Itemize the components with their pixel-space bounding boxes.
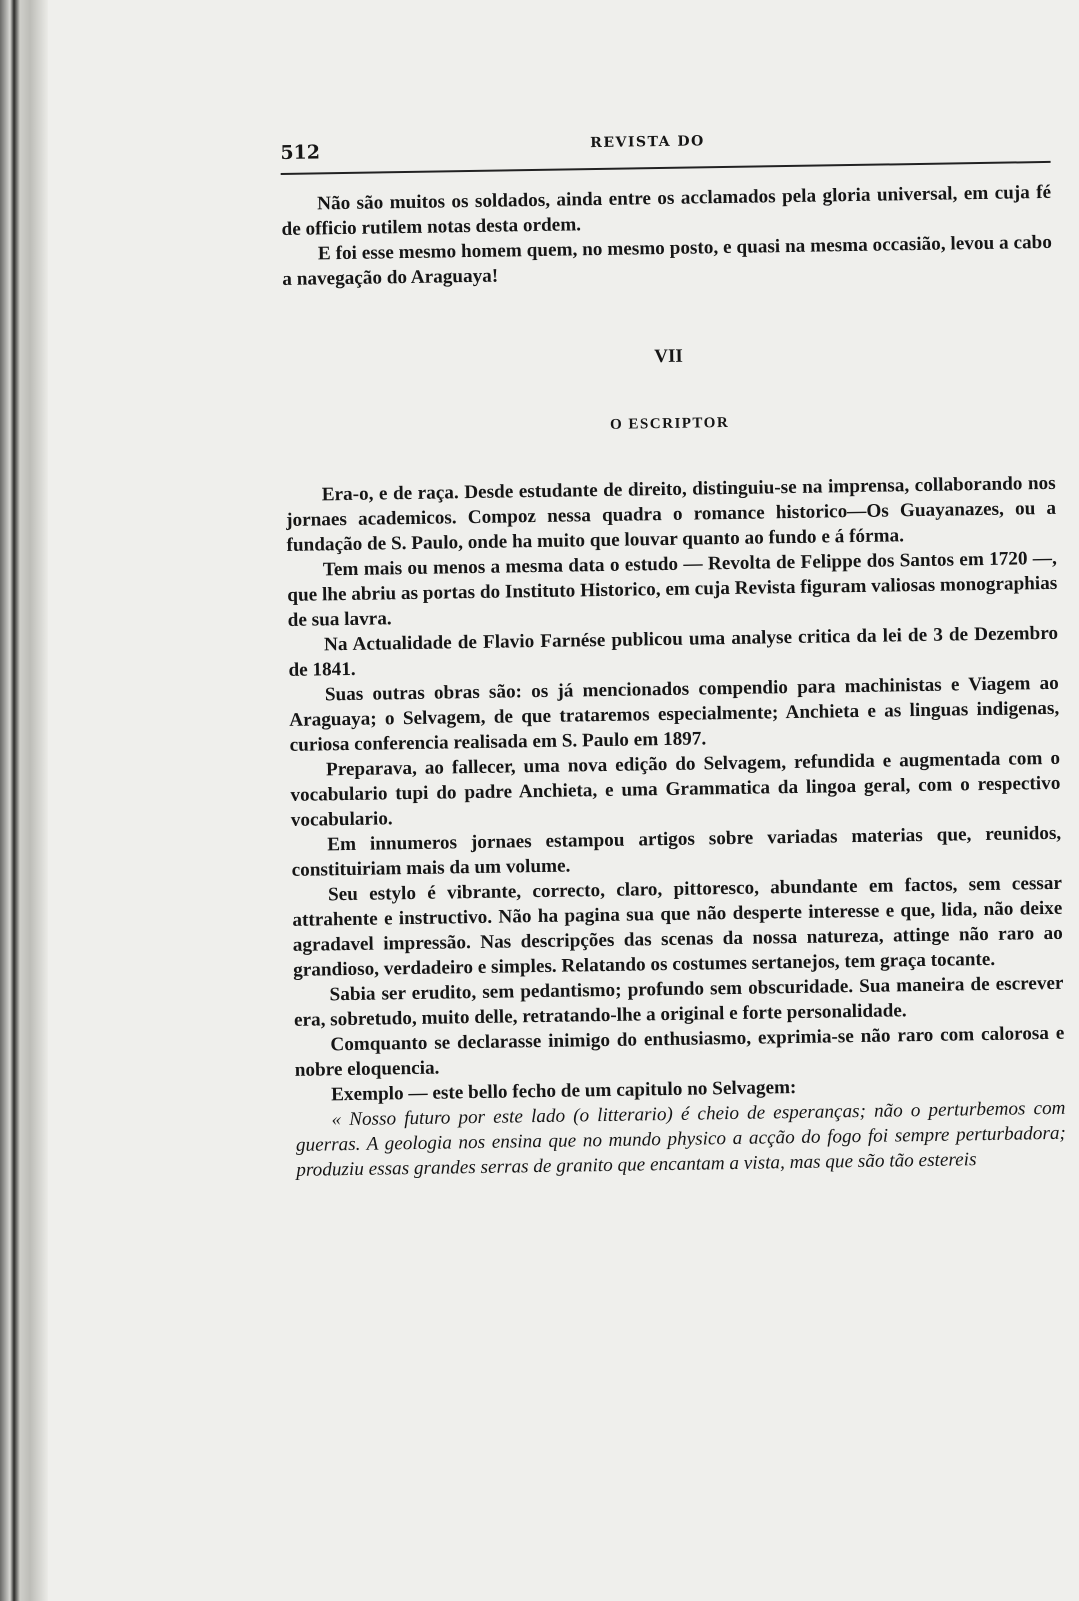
page-number: 512 — [280, 141, 321, 164]
paragraph: Suas outras obras são: os já mencionados compendio para machinistas e Viagem ao Araguaya; o Selvagem, de que trataremos especialmente; Anchieta e as linguas indigenas, curiosa conferencia realisada em S. Paulo em 1897. — [289, 672, 1060, 756]
book-page — [280, 118, 1071, 1470]
chapter-body — [286, 471, 1067, 1183]
paragraph: Comquanto se declarasse inimigo do enthusiasmo, exprimia-se não raro com calorosa e nobre eloquencia. — [294, 1022, 1065, 1081]
chapter-number: VII — [654, 345, 684, 368]
paragraph: Em innumeros jornaes estampou artigos sobre variadas materias que, reunidos, constituiriam mais da um volume. — [291, 822, 1062, 881]
paragraph: Sabia ser erudito, sem pedantismo; profundo sem obscuridade. Sua maneira de escrever era, sobretudo, muito delle, retratando-lhe a original e forte personalidade. — [293, 972, 1064, 1031]
quotation: « Nosso futuro por este lado (o litterario) é cheio de esperanças; não o perturbemos com guerras. A geologia nos ensina que no mundo physico a acção do fogo foi sempre perturbadora; produziu essas grandes serras de granito que encantam a vista, mas que são tão estereis — [295, 1097, 1067, 1181]
intro-text — [281, 180, 1052, 292]
paragraph: Preparava, ao fallecer, uma nova edição do Selvagem, refundida e augmentada com o vocabulario tupi do padre Anchieta, e uma Grammatica da lingoa geral, com o respectivo vocabulario. — [290, 747, 1061, 831]
paragraph: Na Actualidade de Flavio Farnése publicou uma analyse critica da lei de 3 de Dezembro de 1841. — [288, 622, 1059, 681]
chapter-title: O ESCRIPTOR — [609, 414, 730, 433]
header-rule — [281, 161, 1051, 175]
intro-paragraph: Não são muitos os soldados, ainda entre os acclamados pela gloria universal, em cuja fé de officio rutilem notas desta ordem. — [281, 181, 1052, 240]
book-binding-edge — [0, 0, 48, 1601]
paragraph: Tem mais ou menos a mesma data o estudo — Revolta de Felippe dos Santos em 1720 —, que lhe abriu as portas do Instituto Historico, em cuja Revista figuram valiosas monographias de sua lavra. — [287, 547, 1058, 631]
paragraph: Era-o, e de raça. Desde estudante de direito, distinguiu-se na imprensa, collaborando nos jornaes academicos. Compoz nessa quadra o romance historico—Os Guayanazes, ou a fundação de S. Paulo, onde ha muito que louvar quanto ao fundo e á fórma. — [285, 472, 1057, 556]
page-header — [280, 118, 1051, 174]
running-head: REVISTA DO — [590, 133, 705, 152]
intro-paragraph: E foi esse mesmo homem quem, no mesmo posto, e quasi na mesma occasião, levou a cabo a navegação do Araguaya! — [282, 231, 1053, 290]
paragraph: Exemplo — este bello fecho de um capitulo no Selvagem: — [330, 1077, 797, 1106]
paragraph: Seu estylo é vibrante, correcto, claro, pittoresco, abundante em factos, sem cessar attrahente e instructivo. Não ha pagina sua que não desperte interesse e que, lida, não deixe agradavel impressão. Nas descripções das scenas da nossa natureza, attinge não raro ao grandioso, verdadeiro e simples. Relatando os costumes sertanejos, tem graça tocante. — [292, 872, 1063, 981]
